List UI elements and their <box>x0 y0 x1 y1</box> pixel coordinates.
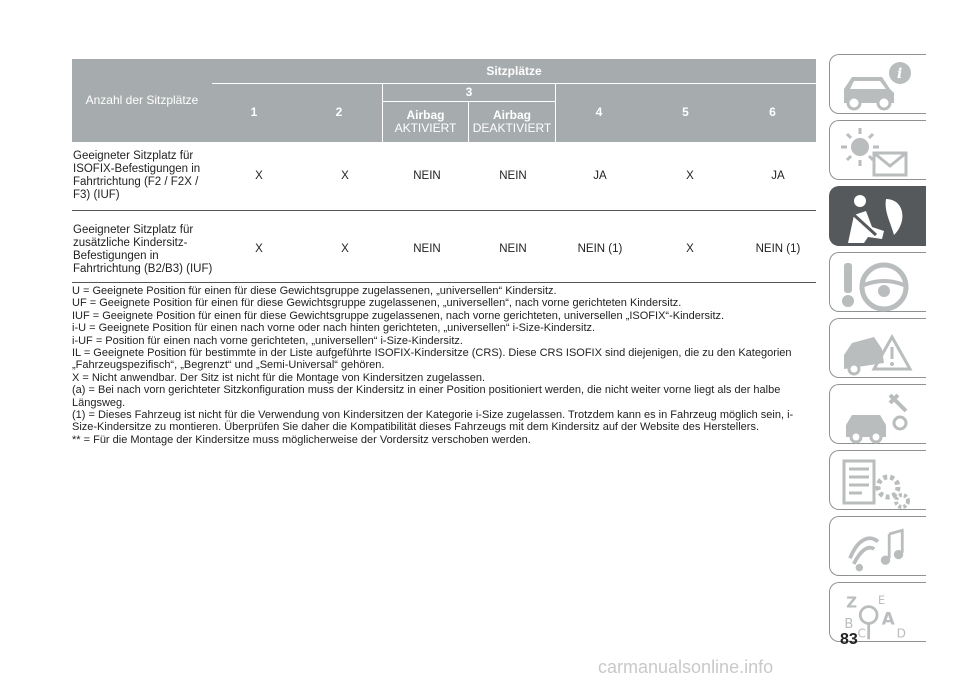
table-cell: X <box>341 243 349 255</box>
table-cell: X <box>686 243 694 255</box>
note-line: ** = Für die Montage der Kindersitze muss möglicherweise der Vordersitz verschoben werden. <box>72 433 531 446</box>
table-cell: JA <box>771 170 785 182</box>
table-cell: NEIN <box>499 170 527 182</box>
seat-airbag-icon <box>838 191 918 251</box>
table-cell: X <box>341 170 349 182</box>
chapter-tab-service[interactable] <box>829 384 926 444</box>
note-line: X = Nicht anwendbar. Der Sitz ist nicht für die Montage von Kindersitzen zugelassen. <box>72 371 486 384</box>
row-divider <box>72 210 816 211</box>
col-header-3-airbag-deactivated: Airbag DEAKTIVIERT <box>469 101 555 142</box>
note-line: IUF = Geeignete Position für einen für diese Gewichtsgruppe zugelassenen, nach vorne gerichteten, universellen „ISOFIX“-Kindersitz. <box>72 309 725 322</box>
note-line: i-UF = Position für einen nach vorne gerichteten, „universellen“ i-Size-Kindersitz. <box>72 334 463 347</box>
note-line: (1) = Dieses Fahrzeug ist nicht für die Verwendung von Kindersitzen der Kategorie i-Size zugelassen. Trotzdem kann es in Fahrzeug möglich sein, i-Size-Kindersitze zu montieren. Überprüfen Sie daher die Kompatibilität dieses Fahrzeugs mit dem Kindersitz auf der Website des Herstellers. <box>72 409 794 434</box>
header-divider <box>555 83 556 142</box>
key-steering-wheel-icon <box>838 257 918 317</box>
group-header-seats: Sitzplätze <box>212 59 816 83</box>
svg-text:E: E <box>878 593 886 607</box>
table-cell: X <box>255 170 263 182</box>
note-line: UF = Geeignete Position für einen für diese Gewichtsgruppe zugelassenen, „universellen“, nach vorne gerichteten Kindersitz. <box>72 297 682 310</box>
multimedia-music-icon <box>838 521 918 577</box>
row-label: Geeigneter Sitzplatz für ISOFIX-Befestigungen in Fahrtrichtung (F2 / F2X / F3) (IUF) <box>73 150 201 201</box>
table-cell: X <box>686 170 694 182</box>
chapter-tab-car-info[interactable] <box>829 54 926 114</box>
warning-lights-message-icon <box>838 125 918 185</box>
row-divider <box>72 282 816 283</box>
svg-text:A: A <box>881 608 895 629</box>
svg-text:B: B <box>844 617 854 633</box>
table-cell: X <box>255 243 263 255</box>
table-cell: NEIN (1) <box>577 243 623 255</box>
note-line: U = Geeignete Position für einen für diese Gewichtsgruppe zugelassenen, „universellen“ Kindersitz. <box>72 285 557 297</box>
table-cell: NEIN <box>499 243 527 255</box>
chapter-tab-safety[interactable] <box>829 186 926 246</box>
page-number: 83 <box>840 631 858 648</box>
chapter-tab-technical-data[interactable] <box>829 450 926 510</box>
car-accident-warning-icon <box>838 323 918 383</box>
col-header-1: 1 <box>212 83 296 142</box>
col-header-3-airbag-active: Airbag AKTIVIERT <box>383 101 468 142</box>
note-line: IL = Geeignete Position für bestimmte in der Liste aufgeführte ISOFIX-Kindersitze (CRS). Diese CRS ISOFIX sind diejenigen, die zu den Kategorien „Fahrzeugspezifisch“, „Begrenzt“ und „Semi-Universal“ gehören. <box>72 347 792 372</box>
note-line: i-U = Geeignete Position für einen nach vorne oder nach hinten gerichteten, „universellen“ i-Size-Kindersitz. <box>72 322 596 335</box>
car-info-icon <box>838 59 918 119</box>
svg-text:C: C <box>857 626 866 641</box>
header-divider <box>468 101 469 142</box>
col-header-6: 6 <box>729 83 816 142</box>
header-divider <box>383 101 555 102</box>
svg-text:Z: Z <box>846 593 858 612</box>
chapter-tab-multimedia[interactable] <box>829 516 926 576</box>
svg-text:D: D <box>896 626 907 641</box>
watermark: carmanualsonline.info <box>598 657 774 677</box>
technical-data-gears-icon <box>838 455 918 515</box>
chapter-tab-emergency[interactable] <box>829 318 926 378</box>
note-line: (a) = Bei nach vorn gerichteter Sitzkonfiguration muss der Kindersitz in einer Position positioniert werden, die nicht weiter vorne liegt als der halbe Längsweg. <box>72 384 781 409</box>
header-divider <box>212 83 816 84</box>
table-cell: JA <box>593 170 607 182</box>
col-header-5: 5 <box>642 83 729 142</box>
chapter-tab-warning-lights[interactable] <box>829 120 926 180</box>
chapter-tab-starting-driving[interactable] <box>829 252 926 312</box>
col-header-3: 3 <box>383 83 555 101</box>
row-header-label: Anzahl der Sitzplätze <box>85 93 199 107</box>
table-cell: NEIN <box>413 243 441 255</box>
legend-notes <box>72 285 808 446</box>
car-service-tools-icon <box>838 389 918 449</box>
table-cell: NEIN (1) <box>755 243 801 255</box>
col-header-4: 4 <box>556 83 642 142</box>
col-header-2: 2 <box>296 83 382 142</box>
svg-text:i: i <box>897 66 903 82</box>
row-label: Geeigneter Sitzplatz für zusätzliche Kindersitz- Befestigungen in Fahrtrichtung (B2/B3) (IUF) <box>73 224 213 275</box>
header-divider <box>382 83 383 142</box>
table-cell: NEIN <box>413 170 441 182</box>
header-row-label-cell <box>72 59 212 142</box>
